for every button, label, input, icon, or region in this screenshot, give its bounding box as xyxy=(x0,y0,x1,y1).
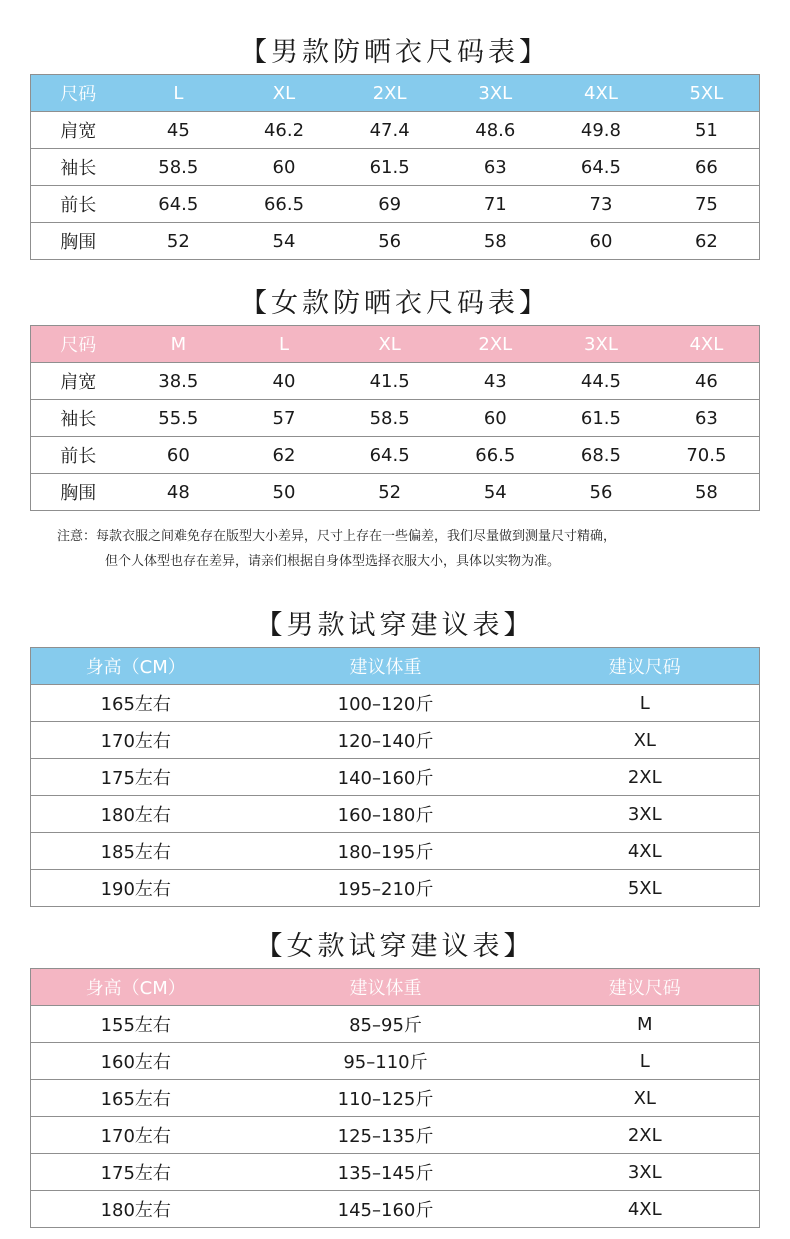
table-cell: 52 xyxy=(126,223,232,260)
table-cell: 62 xyxy=(654,223,760,260)
header-cell: 建议体重 xyxy=(241,648,531,685)
header-cell: 4XL xyxy=(654,326,760,363)
header-cell: 3XL xyxy=(442,75,548,112)
table-cell: 68.5 xyxy=(548,437,654,474)
table-cell: 60 xyxy=(231,149,337,186)
table-row xyxy=(31,112,760,149)
table-row xyxy=(31,685,760,722)
table-cell: 43 xyxy=(442,363,548,400)
table-cell: 2XL xyxy=(531,759,760,796)
table-cell: 55.5 xyxy=(126,400,232,437)
table-header-row xyxy=(31,969,760,1006)
table-cell: XL xyxy=(531,1080,760,1117)
table-cell: 185左右 xyxy=(31,833,241,870)
table-cell: 73 xyxy=(548,186,654,223)
womens-size-table xyxy=(30,325,760,511)
table-cell: 125–135斤 xyxy=(241,1117,531,1154)
table-cell: 180左右 xyxy=(31,796,241,833)
header-cell: 2XL xyxy=(442,326,548,363)
row-label: 袖长 xyxy=(31,400,126,437)
note-line-1: 注意：每款衣服之间难免存在版型大小差异，尺寸上存在一些偏差，我们尽量做到测量尺寸精确， xyxy=(57,529,617,544)
table-cell: 66.5 xyxy=(442,437,548,474)
table-cell: 58 xyxy=(654,474,760,511)
table-row xyxy=(31,186,760,223)
table-cell: 46 xyxy=(654,363,760,400)
mens-fit-table xyxy=(30,647,760,907)
table-cell: 58.5 xyxy=(126,149,232,186)
header-cell: XL xyxy=(337,326,443,363)
table-cell: 38.5 xyxy=(126,363,232,400)
table-cell: 155左右 xyxy=(31,1006,241,1043)
table-cell: 3XL xyxy=(531,796,760,833)
table-cell: 56 xyxy=(337,223,443,260)
header-cell: 身高（CM） xyxy=(31,648,241,685)
row-label: 袖长 xyxy=(31,149,126,186)
table-cell: 160左右 xyxy=(31,1043,241,1080)
table-cell: 160–180斤 xyxy=(241,796,531,833)
table-cell: 48 xyxy=(126,474,232,511)
row-label: 胸围 xyxy=(31,474,126,511)
table-cell: 58.5 xyxy=(337,400,443,437)
table-cell: 69 xyxy=(337,186,443,223)
table-cell: 63 xyxy=(442,149,548,186)
header-cell: 尺码 xyxy=(31,75,126,112)
table-cell: 170左右 xyxy=(31,722,241,759)
table-cell: 175左右 xyxy=(31,759,241,796)
row-label: 胸围 xyxy=(31,223,126,260)
row-label: 前长 xyxy=(31,186,126,223)
table-cell: 57 xyxy=(231,400,337,437)
table-cell: 60 xyxy=(126,437,232,474)
table-cell: 50 xyxy=(231,474,337,511)
table-row xyxy=(31,149,760,186)
womens-size-title: 【女款防晒衣尺码表】 xyxy=(240,288,550,319)
table-cell: 48.6 xyxy=(442,112,548,149)
table-cell: 40 xyxy=(231,363,337,400)
table-cell: 170左右 xyxy=(31,1117,241,1154)
table-row xyxy=(31,363,760,400)
header-cell: 3XL xyxy=(548,326,654,363)
mens-size-table xyxy=(30,74,760,260)
table-header-row xyxy=(31,75,760,112)
table-cell: 71 xyxy=(442,186,548,223)
table-cell: L xyxy=(531,685,760,722)
table-cell: 47.4 xyxy=(337,112,443,149)
table-cell: 140–160斤 xyxy=(241,759,531,796)
table-cell: 165左右 xyxy=(31,685,241,722)
womens-fit-title: 【女款试穿建议表】 xyxy=(255,931,535,962)
table-row xyxy=(31,796,760,833)
table-row xyxy=(31,1117,760,1154)
table-cell: 4XL xyxy=(531,1191,760,1228)
table-cell: 4XL xyxy=(531,833,760,870)
table-cell: 45 xyxy=(126,112,232,149)
table-cell: 5XL xyxy=(531,870,760,907)
header-cell: L xyxy=(231,326,337,363)
table-cell: 54 xyxy=(442,474,548,511)
table-cell: 66.5 xyxy=(231,186,337,223)
table-row xyxy=(31,400,760,437)
table-cell: M xyxy=(531,1006,760,1043)
table-cell: 135–145斤 xyxy=(241,1154,531,1191)
table-row xyxy=(31,1043,760,1080)
table-cell: 165左右 xyxy=(31,1080,241,1117)
row-label: 肩宽 xyxy=(31,112,126,149)
table-row xyxy=(31,759,760,796)
table-cell: 61.5 xyxy=(548,400,654,437)
table-row xyxy=(31,437,760,474)
table-cell: 66 xyxy=(654,149,760,186)
table-cell: 190左右 xyxy=(31,870,241,907)
table-cell: 145–160斤 xyxy=(241,1191,531,1228)
table-cell: 44.5 xyxy=(548,363,654,400)
header-cell: M xyxy=(126,326,232,363)
table-row xyxy=(31,1006,760,1043)
header-cell: 建议尺码 xyxy=(531,648,760,685)
table-row xyxy=(31,1191,760,1228)
table-cell: 110–125斤 xyxy=(241,1080,531,1117)
mens-size-title: 【男款防晒衣尺码表】 xyxy=(240,37,550,68)
header-cell: 4XL xyxy=(548,75,654,112)
table-row xyxy=(31,1154,760,1191)
table-header-row xyxy=(31,326,760,363)
table-cell: 75 xyxy=(654,186,760,223)
table-cell: 64.5 xyxy=(126,186,232,223)
table-cell: 58 xyxy=(442,223,548,260)
size-note xyxy=(0,524,790,574)
table-row xyxy=(31,1080,760,1117)
header-cell: XL xyxy=(231,75,337,112)
table-cell: 52 xyxy=(337,474,443,511)
header-cell: 5XL xyxy=(654,75,760,112)
note-line-2: 但个人体型也存在差异，请亲们根据自身体型选择衣服大小，具体以实物为准。 xyxy=(105,554,561,569)
header-cell: 建议尺码 xyxy=(531,969,760,1006)
table-cell: 60 xyxy=(548,223,654,260)
table-cell: 180左右 xyxy=(31,1191,241,1228)
table-cell: 70.5 xyxy=(654,437,760,474)
table-cell: 120–140斤 xyxy=(241,722,531,759)
table-cell: 2XL xyxy=(531,1117,760,1154)
table-cell: 41.5 xyxy=(337,363,443,400)
table-cell: 49.8 xyxy=(548,112,654,149)
table-cell: 180–195斤 xyxy=(241,833,531,870)
table-cell: 51 xyxy=(654,112,760,149)
table-row xyxy=(31,870,760,907)
table-cell: 62 xyxy=(231,437,337,474)
header-cell: L xyxy=(126,75,232,112)
table-cell: 175左右 xyxy=(31,1154,241,1191)
header-cell: 尺码 xyxy=(31,326,126,363)
row-label: 肩宽 xyxy=(31,363,126,400)
table-cell: 60 xyxy=(442,400,548,437)
table-row xyxy=(31,223,760,260)
table-cell: 3XL xyxy=(531,1154,760,1191)
table-header-row xyxy=(31,648,760,685)
header-cell: 身高（CM） xyxy=(31,969,241,1006)
table-cell: 100–120斤 xyxy=(241,685,531,722)
table-cell: 61.5 xyxy=(337,149,443,186)
header-cell: 建议体重 xyxy=(241,969,531,1006)
table-row xyxy=(31,722,760,759)
row-label: 前长 xyxy=(31,437,126,474)
table-cell: 85–95斤 xyxy=(241,1006,531,1043)
table-row xyxy=(31,474,760,511)
table-cell: 54 xyxy=(231,223,337,260)
table-cell: 63 xyxy=(654,400,760,437)
table-cell: L xyxy=(531,1043,760,1080)
table-cell: 56 xyxy=(548,474,654,511)
womens-fit-table xyxy=(30,968,760,1228)
table-row xyxy=(31,833,760,870)
mens-fit-title: 【男款试穿建议表】 xyxy=(255,610,535,641)
table-cell: 64.5 xyxy=(337,437,443,474)
table-cell: XL xyxy=(531,722,760,759)
table-cell: 95–110斤 xyxy=(241,1043,531,1080)
header-cell: 2XL xyxy=(337,75,443,112)
table-cell: 46.2 xyxy=(231,112,337,149)
table-cell: 64.5 xyxy=(548,149,654,186)
table-cell: 195–210斤 xyxy=(241,870,531,907)
